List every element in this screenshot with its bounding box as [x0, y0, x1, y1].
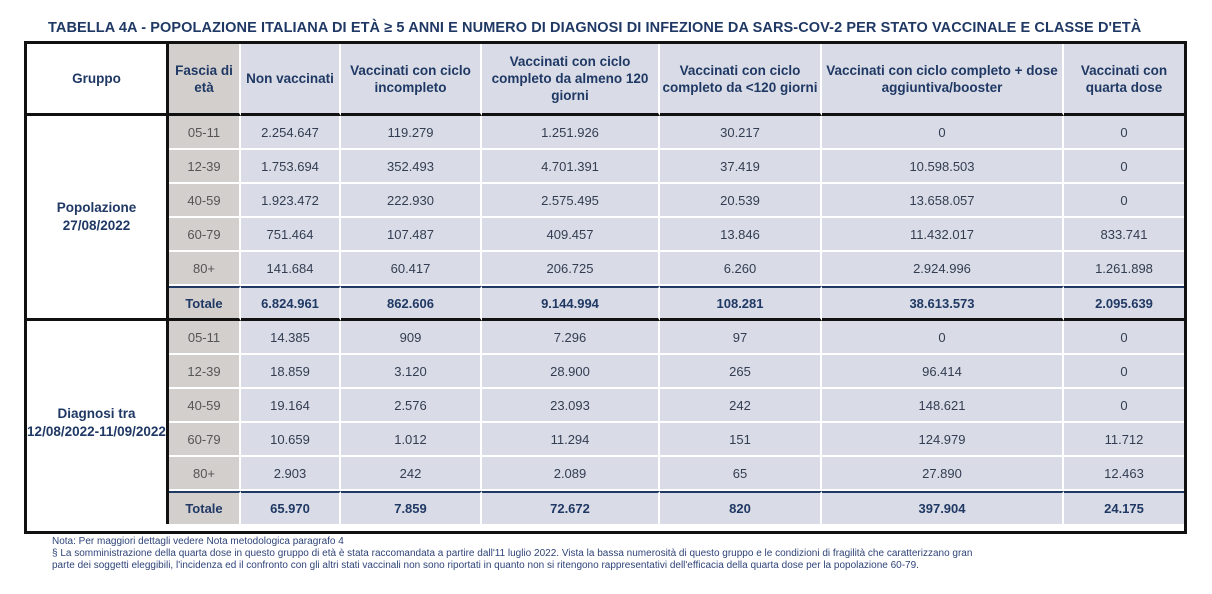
table-notes	[52, 536, 1192, 572]
total-cell: 72.672	[482, 491, 660, 524]
total-cell: 862.606	[341, 286, 482, 321]
age-band: 05-11	[169, 116, 241, 150]
table-cell: 0	[822, 321, 1064, 355]
group-label: Popolazione 27/08/2022	[27, 116, 169, 321]
table-cell: 352.493	[341, 150, 482, 184]
column-header: Fascia di età	[169, 44, 241, 116]
total-cell: 24.175	[1064, 491, 1184, 524]
table-cell: 13.846	[660, 218, 822, 252]
table-cell: 30.217	[660, 116, 822, 150]
table-cell: 1.261.898	[1064, 252, 1184, 286]
total-label: Totale	[169, 286, 241, 321]
table-cell: 27.890	[822, 457, 1064, 491]
table-cell: 60.417	[341, 252, 482, 286]
table-cell: 14.385	[241, 321, 341, 355]
table-cell: 18.859	[241, 355, 341, 389]
total-cell: 397.904	[822, 491, 1064, 524]
total-label: Totale	[169, 491, 241, 524]
total-cell: 6.824.961	[241, 286, 341, 321]
column-header: Vaccinati con ciclo completo da <120 giorni	[660, 44, 822, 116]
total-cell: 9.144.994	[482, 286, 660, 321]
table-cell: 11.294	[482, 423, 660, 457]
table-cell: 0	[1064, 116, 1184, 150]
total-cell: 38.613.573	[822, 286, 1064, 321]
table-cell: 96.414	[822, 355, 1064, 389]
table-cell: 13.658.057	[822, 184, 1064, 218]
table-cell: 12.463	[1064, 457, 1184, 491]
table-cell: 2.089	[482, 457, 660, 491]
note-line: Nota: Per maggiori dettagli vedere Nota metodologica paragrafo 4	[52, 536, 344, 547]
column-header: Gruppo	[27, 44, 169, 116]
column-header: Non vaccinati	[241, 44, 341, 116]
table-cell: 148.621	[822, 389, 1064, 423]
table-cell: 119.279	[341, 116, 482, 150]
table-cell: 1.923.472	[241, 184, 341, 218]
table-cell: 2.575.495	[482, 184, 660, 218]
table-cell: 28.900	[482, 355, 660, 389]
table-cell: 6.260	[660, 252, 822, 286]
table-cell: 23.093	[482, 389, 660, 423]
total-cell: 65.970	[241, 491, 341, 524]
table-cell: 20.539	[660, 184, 822, 218]
table-cell: 2.924.996	[822, 252, 1064, 286]
table-cell: 909	[341, 321, 482, 355]
note-line: § La somministrazione della quarta dose in questo gruppo di età è stata raccomandata a partire dall'11 luglio 2022. Vista la bassa numerosità di questo gruppo e le condizioni di fragilità che caratterizzano gran	[52, 548, 973, 559]
table-cell: 0	[1064, 389, 1184, 423]
table-cell: 265	[660, 355, 822, 389]
table-cell: 10.659	[241, 423, 341, 457]
table-cell: 1.012	[341, 423, 482, 457]
table-cell: 242	[660, 389, 822, 423]
column-header: Vaccinati con quarta dose	[1064, 44, 1184, 116]
age-band: 80+	[169, 457, 241, 491]
table-cell: 10.598.503	[822, 150, 1064, 184]
note-line: parte dei soggetti eleggibili, l'incidenza ed il confronto con gli altri stati vaccinali non sono riportati in quanto non si ritengono rappresentativi dell'efficacia della quarta dose per la popolazione 60-79.	[52, 560, 919, 571]
table-cell: 37.419	[660, 150, 822, 184]
table-cell: 409.457	[482, 218, 660, 252]
table-cell: 4.701.391	[482, 150, 660, 184]
age-band: 80+	[169, 252, 241, 286]
table-cell: 751.464	[241, 218, 341, 252]
group-label: Diagnosi tra 12/08/2022-11/09/2022	[27, 321, 169, 524]
table-cell: 0	[822, 116, 1064, 150]
table-cell: 65	[660, 457, 822, 491]
table-cell: 222.930	[341, 184, 482, 218]
column-header: Vaccinati con ciclo incompleto	[341, 44, 482, 116]
table-cell: 124.979	[822, 423, 1064, 457]
table-cell: 7.296	[482, 321, 660, 355]
table-title: TABELLA 4A - POPOLAZIONE ITALIANA DI ETÀ ≥ 5 ANNI E NUMERO DI DIAGNOSI DI INFEZIONE DA SARS-COV-2 PER STATO VACCINALE E CLASSE D'ETÀ	[48, 20, 1142, 36]
table-cell: 2.903	[241, 457, 341, 491]
total-cell: 820	[660, 491, 822, 524]
table-cell: 11.432.017	[822, 218, 1064, 252]
table-cell: 97	[660, 321, 822, 355]
table-cell: 2.254.647	[241, 116, 341, 150]
age-band: 60-79	[169, 423, 241, 457]
table-cell: 0	[1064, 150, 1184, 184]
table-cell: 141.684	[241, 252, 341, 286]
table-cell: 0	[1064, 184, 1184, 218]
age-band: 12-39	[169, 150, 241, 184]
table-cell: 206.725	[482, 252, 660, 286]
table-cell: 151	[660, 423, 822, 457]
table-cell: 0	[1064, 355, 1184, 389]
table-cell: 3.120	[341, 355, 482, 389]
age-band: 12-39	[169, 355, 241, 389]
total-cell: 7.859	[341, 491, 482, 524]
table-cell: 19.164	[241, 389, 341, 423]
table-cell: 833.741	[1064, 218, 1184, 252]
table-cell: 1.251.926	[482, 116, 660, 150]
table-cell: 11.712	[1064, 423, 1184, 457]
age-band: 05-11	[169, 321, 241, 355]
table-cell: 2.576	[341, 389, 482, 423]
table-cell: 107.487	[341, 218, 482, 252]
total-cell: 2.095.639	[1064, 286, 1184, 321]
total-cell: 108.281	[660, 286, 822, 321]
column-header: Vaccinati con ciclo completo da almeno 120 giorni	[482, 44, 660, 116]
data-table	[24, 41, 1187, 534]
age-band: 40-59	[169, 184, 241, 218]
age-band: 40-59	[169, 389, 241, 423]
table-cell: 0	[1064, 321, 1184, 355]
age-band: 60-79	[169, 218, 241, 252]
column-header: Vaccinati con ciclo completo + dose aggiuntiva/booster	[822, 44, 1064, 116]
table-cell: 1.753.694	[241, 150, 341, 184]
table-cell: 242	[341, 457, 482, 491]
